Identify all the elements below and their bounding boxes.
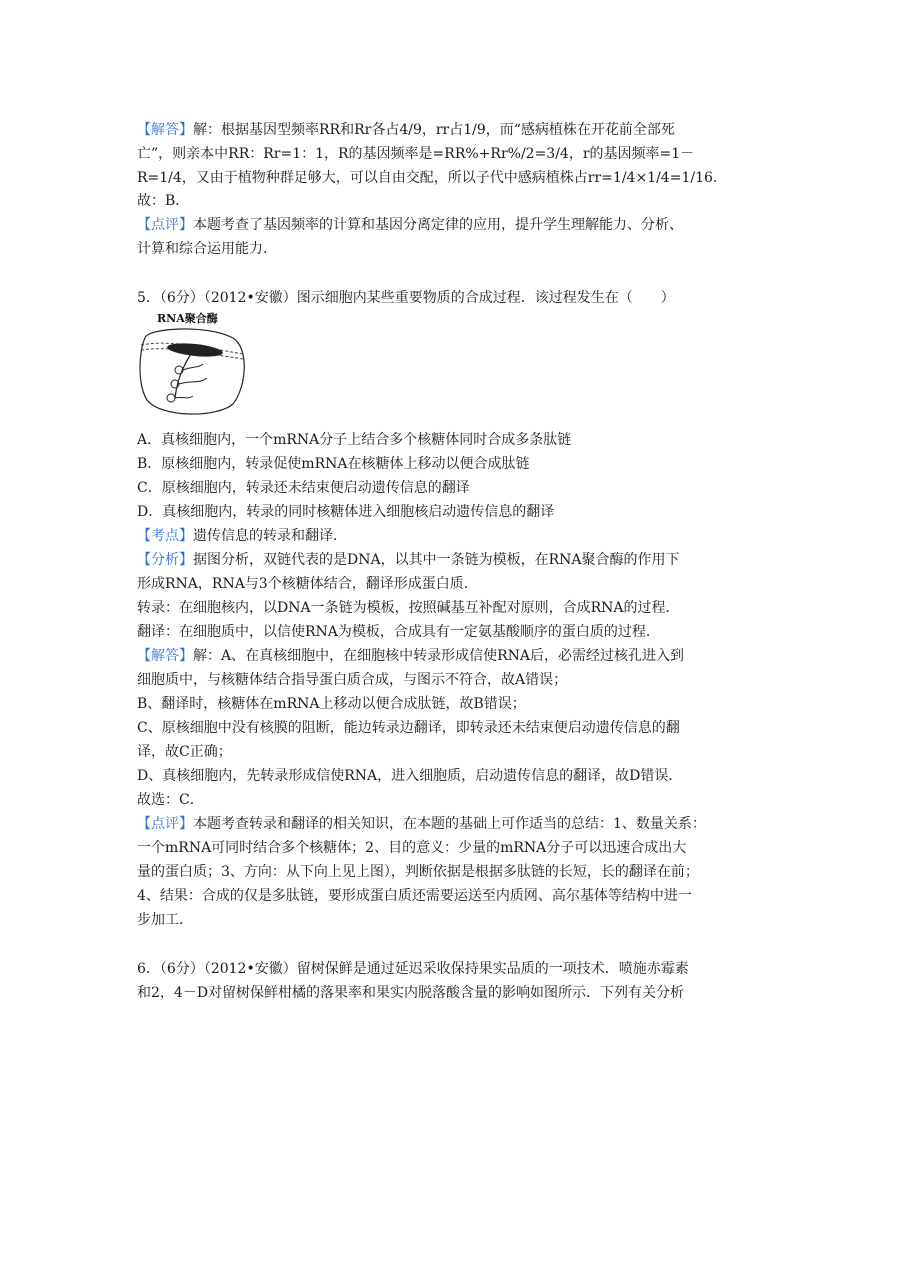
peptide-chain <box>175 396 193 398</box>
q5-option-a: A．真核细胞内，一个mRNA分子上结合多个核糖体同时合成多条肽链 <box>137 432 572 448</box>
ribosome-icon <box>167 394 175 402</box>
q5-option-b: B．原核细胞内，转录促使mRNA在核糖体上移动以便合成肽链 <box>137 456 530 472</box>
q5-jieda-line-7: 故选：C． <box>137 792 204 808</box>
comment-tag: 【点评】 <box>137 217 193 233</box>
q6-stem-line-2: 和2，4－D对留树保鲜柑橘的落果率和果实内脱落酸含量的影响如图所示．下列有关分析 <box>137 985 685 1001</box>
q5-figure <box>137 310 247 420</box>
fenxi-tag: 【分析】 <box>137 552 193 568</box>
q5-pingjia-line-5: 步加工． <box>137 912 193 928</box>
q6-stem-line-1: 6．（6分）（2012•安徽）留树保鲜是通过延迟采收保持果实品质的一项技术．喷施赤霉素 <box>137 961 689 977</box>
prev-comment-line-1: 【点评】本题考查了基因频率的计算和基因分离定律的应用，提升学生理解能力、分析、 <box>137 217 683 233</box>
peptide-chain <box>179 378 207 384</box>
q5-option-c: C．原核细胞内，转录还未结束便启动遗传信息的翻译 <box>137 480 470 496</box>
prev-comment-line-2: 计算和综合运用能力． <box>137 241 277 257</box>
kaodian-tag: 【考点】 <box>137 528 193 544</box>
q5-jieda-line-4: C、原核细胞中没有核膜的阻断，能边转录边翻译，即转录还未结束便启动遗传信息的翻 <box>137 720 680 736</box>
prev-answer-line-1: 【解答】解：根据基因型频率RR和Rr各占4/9，rr占1/9，而“感病植株在开花前全部死 <box>137 122 675 138</box>
q5-jieda-line-6: D、真核细胞内，先转录形成信使RNA，进入细胞质，启动遗传信息的翻译，故D错误． <box>137 768 683 784</box>
q5-option-d: D．真核细胞内，转录的同时核糖体进入细胞核启动遗传信息的翻译 <box>137 504 555 520</box>
transcription-diagram <box>137 310 247 420</box>
q5-fenxi-line-4: 翻译：在细胞质中，以信使RNA为模板，合成具有一定氨基酸顺序的蛋白质的过程． <box>137 624 660 640</box>
q5-fenxi-line-2: 形成RNA，RNA与3个核糖体结合，翻译形成蛋白质． <box>137 576 478 592</box>
q5-fenxi-line-1: 【分析】据图分析，双链代表的是DNA，以其中一条链为模板，在RNA聚合酶的作用下 <box>137 552 680 568</box>
prev-answer-line-4: 故：B． <box>137 193 190 209</box>
prev-answer-line-2: 亡”，则亲本中RR：Rr=1：1，R的基因频率是=RR%+Rr%/2=3/4，r的基因频率=1－ <box>137 146 695 162</box>
mrna-strand <box>175 354 191 398</box>
cell-outline <box>140 329 244 414</box>
q5-jieda-line-3: B、翻译时，核糖体在mRNA上移动以便合成肽链，故B错误； <box>137 696 526 712</box>
q5-stem: 5．（6分）（2012•安徽）图示细胞内某些重要物质的合成过程．该过程发生在（ ） <box>137 290 675 306</box>
prev-answer-line-3: R=1/4，又由于植物种群足够大，可以自由交配，所以子代中感病植株占rr=1/4×1/4=1/16． <box>137 170 727 186</box>
q5-jieda-line-5: 译，故C正确； <box>137 744 232 760</box>
q5-pingjia-line-1: 【点评】本题考查转录和翻译的相关知识，在本题的基础上可作适当的总结：1、数量关系： <box>137 816 706 832</box>
answer-tag: 【解答】 <box>137 122 193 138</box>
q5-pingjia-line-2: 一个mRNA可同时结合多个核糖体；2、目的意义：少量的mRNA分子可以迅速合成出大 <box>137 840 687 856</box>
q5-pingjia-line-4: 4、结果：合成的仅是多肽链，要形成蛋白质还需要运送至内质网、高尔基体等结构中进一 <box>137 888 692 904</box>
jieda-tag: 【解答】 <box>137 648 193 664</box>
rna-polymerase-label: RNA聚合酶 <box>157 312 218 325</box>
q5-kaodian: 【考点】遗传信息的转录和翻译． <box>137 528 347 544</box>
q5-fenxi-line-3: 转录：在细胞核内，以DNA一条链为模板，按照碱基互补配对原则，合成RNA的过程． <box>137 600 680 616</box>
q5-pingjia-line-3: 量的蛋白质；3、方向：从下向上见上图），判断依据是根据多肽链的长短，长的翻译在前； <box>137 864 699 880</box>
pingjia-tag: 【点评】 <box>137 816 193 832</box>
q5-jieda-line-1: 【解答】解：A、在真核细胞中，在细胞核中转录形成信使RNA后，必需经过核孔进入到 <box>137 648 685 664</box>
rna-polymerase-shape <box>167 341 224 359</box>
q5-jieda-line-2: 细胞质中，与核糖体结合指导蛋白质合成，与图示不符合，故A错误； <box>137 672 568 688</box>
peptide-chain <box>183 364 203 370</box>
